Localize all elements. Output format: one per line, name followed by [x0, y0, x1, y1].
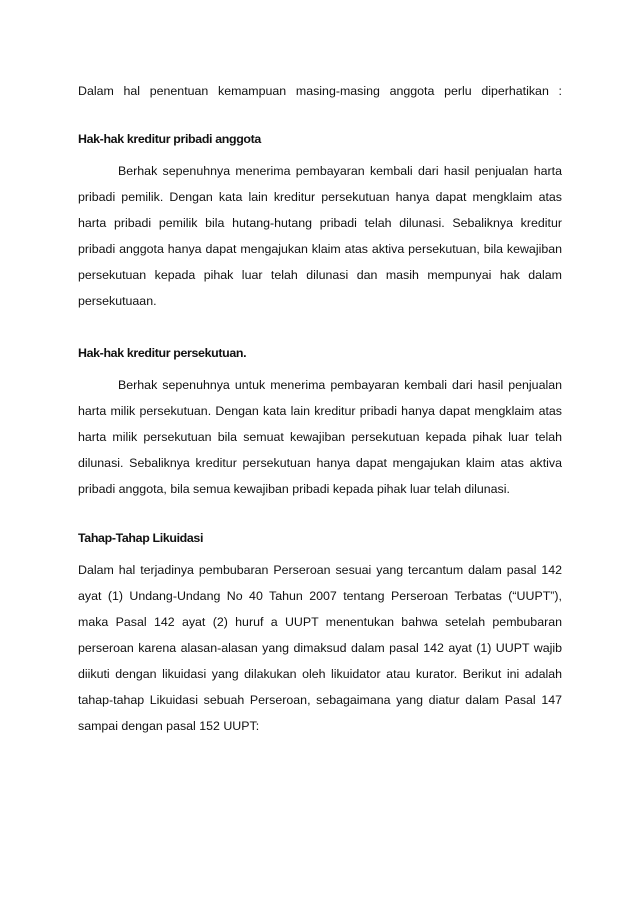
paragraph-kreditur-pribadi: Berhak sepenuhnya menerima pembayaran kembali dari hasil penjualan harta pribadi pemilik. Dengan kata lain kreditur persekutuan hanya dapat mengklaim atas harta pribadi pemilik bila hutang-hutang pribadi telah dilunasi. Sebaliknya kreditur pribadi anggota hanya dapat mengajukan klaim atas aktiva persekutuan, bila kewajiban persekutuan kepada pihak luar telah dilunasi dan masih mempunyai hak dalam persekutuaan.: [78, 164, 562, 308]
paragraph-tahap-likuidasi: Dalam hal terjadinya pembubaran Perseroan sesuai yang tercantum dalam pasal 142 ayat (1) Undang-Undang No 40 Tahun 2007 tentang Perseroan Terbatas (“UUPT”), maka Pasal 142 ayat (2) huruf a UUPT menentukan bahwa setelah pembubaran perseroan karena alasan-alasan yang dimaksud dalam pasal 142 ayat (1) UUPT wajib diikuti dengan likuidasi yang dilakukan oleh likuidator atau kurator. Berikut ini adalah tahap-tahap Likuidasi sebuah Perseroan, sebagaimana yang diatur dalam Pasal 147 sampai dengan pasal 152 UUPT:: [78, 563, 562, 733]
intro-paragraph: Dalam hal penentuan kemampuan masing-masing anggota perlu diperhatikan :: [78, 84, 562, 98]
heading-tahap-likuidasi: Tahap-Tahap Likuidasi: [78, 531, 204, 545]
spacer: [78, 502, 562, 525]
document-page: [78, 78, 562, 739]
spacer: [78, 314, 562, 340]
heading-kreditur-pribadi: Hak-hak kreditur pribadi anggota: [78, 132, 261, 146]
paragraph-kreditur-persekutuan: Berhak sepenuhnya untuk menerima pembayaran kembali dari hasil penjualan harta milik persekutuan. Dengan kata lain kreditur pribadi hanya dapat mengklaim atas harta milik persekutuan bila semuat kewajiban persekutuan kepada pihak luar telah dilunasi. Sebaliknya kreditur persekutuan hanya dapat mengajukan klaim atas aktiva pribadi anggota, bila semua kewajiban pribadi kepada pihak luar telah dilunasi.: [78, 378, 562, 496]
heading-kreditur-persekutuan: Hak-hak kreditur persekutuan.: [78, 346, 247, 360]
